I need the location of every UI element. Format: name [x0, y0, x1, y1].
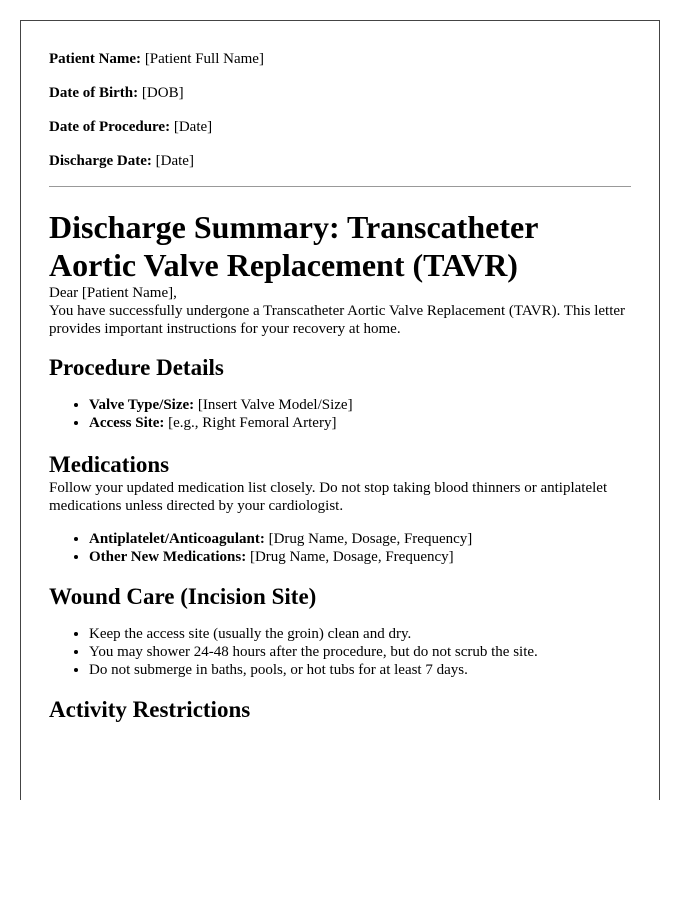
- patient-name-value: [Patient Full Name]: [144, 51, 264, 67]
- antiplatelet-value: [Drug Name, Dosage, Frequency]: [268, 531, 473, 547]
- list-item: • Do not submerge in baths, pools, or hot tubs for at least 7 days.: [89, 661, 631, 679]
- document-title: Discharge Summary: Transcatheter Aortic Valve Replacement (TAVR): [49, 209, 538, 283]
- wound-care-heading: Wound Care (Incision Site): [49, 584, 317, 609]
- other-medications-value: [Drug Name, Dosage, Frequency]: [249, 549, 454, 565]
- procedure-date-label: Date of Procedure:: [49, 119, 171, 135]
- intro-paragraph: You have successfully undergone a Transcatheter Aortic Valve Replacement (TAVR). This letter provides important instructions for your recovery at home.: [49, 303, 626, 337]
- discharge-date-label: Discharge Date:: [49, 153, 152, 169]
- procedure-date-value: [Date]: [173, 119, 213, 135]
- antiplatelet-label: Antiplatelet/Anticoagulant:: [89, 531, 265, 547]
- other-medications-label: Other New Medications:: [89, 549, 247, 565]
- procedure-date-line: [49, 118, 631, 136]
- list-item: • You may shower 24-48 hours after the procedure, but do not scrub the site.: [89, 643, 631, 661]
- date-of-birth-line: [49, 84, 631, 102]
- access-site-value: [e.g., Right Femoral Artery]: [168, 415, 337, 431]
- discharge-date-line: [49, 152, 631, 170]
- date-of-birth-value: [DOB]: [141, 85, 184, 101]
- medications-list: [49, 530, 631, 566]
- list-item: [89, 530, 631, 548]
- medications-heading: Medications: [49, 452, 170, 477]
- medications-paragraph: Follow your updated medication list closely. Do not stop taking blood thinners or antiplatelet medications unless directed by your cardiologist.: [49, 480, 608, 514]
- access-site-label: Access Site:: [89, 415, 165, 431]
- list-item: [89, 396, 631, 414]
- list-item: [89, 548, 631, 566]
- valve-type-value: [Insert Valve Model/Size]: [197, 397, 353, 413]
- document-content: [21, 50, 659, 724]
- list-item: • Keep the access site (usually the groin) clean and dry.: [89, 625, 631, 643]
- list-item: [89, 414, 631, 432]
- discharge-date-value: [Date]: [155, 153, 194, 169]
- patient-name-line: [49, 50, 631, 68]
- procedure-details-heading: Procedure Details: [49, 355, 224, 380]
- header-divider: [49, 186, 631, 187]
- procedure-details-list: [49, 396, 631, 432]
- valve-type-label: Valve Type/Size:: [89, 397, 195, 413]
- document-page: [20, 20, 660, 800]
- greeting: Dear [Patient Name],: [49, 285, 177, 301]
- date-of-birth-label: Date of Birth:: [49, 85, 139, 101]
- wound-care-list: [49, 625, 631, 679]
- activity-restrictions-heading: Activity Restrictions: [49, 697, 251, 722]
- patient-name-label: Patient Name:: [49, 51, 142, 67]
